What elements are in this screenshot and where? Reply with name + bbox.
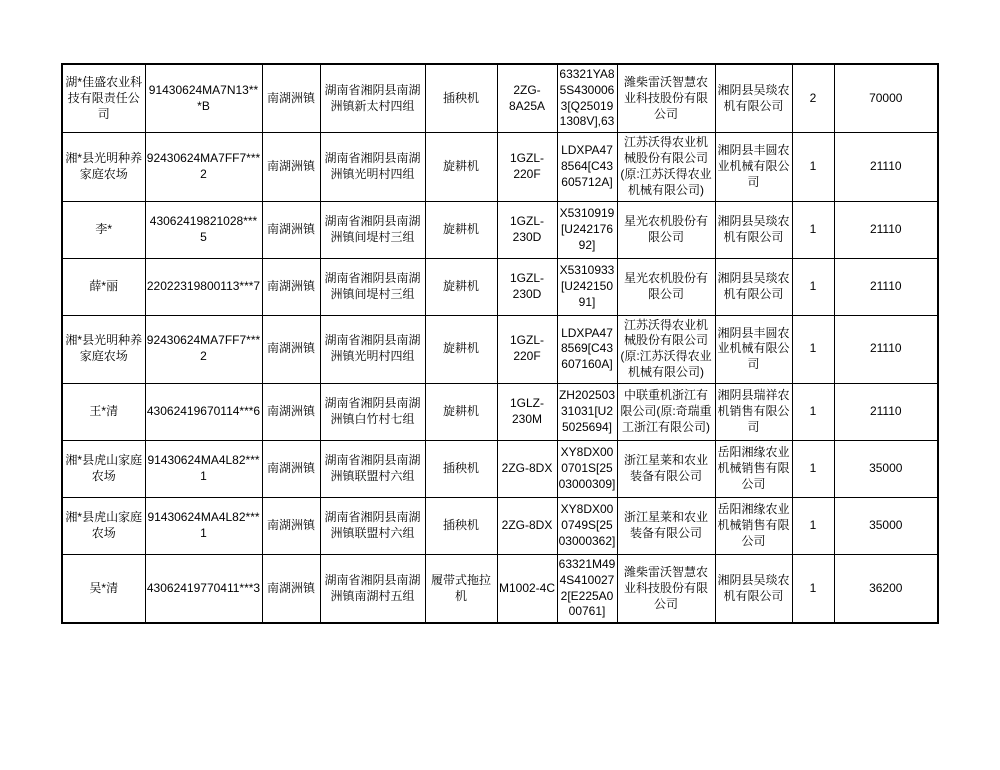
cell-machine-type: 插秧机 xyxy=(425,497,497,554)
cell-purchaser: 湘*县光明种养家庭农场 xyxy=(62,133,145,201)
table-row xyxy=(62,64,938,133)
cell-model: 1GZL-220F xyxy=(497,133,557,201)
cell-purchaser: 王*清 xyxy=(62,383,145,440)
cell-machine-type: 旋耕机 xyxy=(425,133,497,201)
cell-manufacturer: 中联重机浙江有限公司(原:奇瑞重工浙江有限公司) xyxy=(617,383,715,440)
cell-quantity: 1 xyxy=(792,133,834,201)
cell-manufacturer: 潍柴雷沃智慧农业科技股份有限公司 xyxy=(617,554,715,623)
cell-quantity: 1 xyxy=(792,440,834,497)
cell-dealer: 湘阴县吴琰农机有限公司 xyxy=(715,64,792,133)
cell-purchaser: 湘*县光明种养家庭农场 xyxy=(62,315,145,383)
cell-town: 南湖洲镇 xyxy=(262,133,320,201)
cell-credit-code: 22022319800113***7 xyxy=(145,258,262,315)
cell-dealer: 岳阳湘缘农业机械销售有限公司 xyxy=(715,440,792,497)
cell-machine-type: 插秧机 xyxy=(425,440,497,497)
cell-machine-type: 旋耕机 xyxy=(425,258,497,315)
cell-address: 湖南省湘阴县南湖洲镇联盟村六组 xyxy=(320,497,425,554)
cell-machine-type: 旋耕机 xyxy=(425,201,497,258)
cell-quantity: 2 xyxy=(792,64,834,133)
cell-amount: 21110 xyxy=(834,383,938,440)
cell-purchaser: 李* xyxy=(62,201,145,258)
cell-town: 南湖洲镇 xyxy=(262,440,320,497)
cell-model: 1GZL-230D xyxy=(497,201,557,258)
cell-quantity: 1 xyxy=(792,554,834,623)
cell-purchaser: 吴*清 xyxy=(62,554,145,623)
cell-amount: 21110 xyxy=(834,133,938,201)
cell-quantity: 1 xyxy=(792,201,834,258)
cell-address: 湖南省湘阴县南湖洲镇间堤村三组 xyxy=(320,201,425,258)
table-row xyxy=(62,133,938,201)
cell-town: 南湖洲镇 xyxy=(262,258,320,315)
cell-machine-type: 履带式拖拉机 xyxy=(425,554,497,623)
cell-machine-type: 插秧机 xyxy=(425,64,497,133)
cell-amount: 21110 xyxy=(834,315,938,383)
cell-factory-number: 63321M494S4100272[E225A000761] xyxy=(557,554,617,623)
cell-factory-number: X5310933[U24215091] xyxy=(557,258,617,315)
cell-amount: 21110 xyxy=(834,201,938,258)
cell-dealer: 湘阴县丰圆农业机械有限公司 xyxy=(715,315,792,383)
cell-town: 南湖洲镇 xyxy=(262,64,320,133)
cell-address: 湖南省湘阴县南湖洲镇间堤村三组 xyxy=(320,258,425,315)
cell-amount: 35000 xyxy=(834,497,938,554)
cell-model: M1002-4C xyxy=(497,554,557,623)
cell-quantity: 1 xyxy=(792,383,834,440)
cell-model: 1GLZ-230M xyxy=(497,383,557,440)
cell-purchaser: 湖*佳盛农业科技有限责任公司 xyxy=(62,64,145,133)
cell-amount: 36200 xyxy=(834,554,938,623)
cell-purchaser: 湘*县虎山家庭农场 xyxy=(62,440,145,497)
cell-purchaser: 薛*丽 xyxy=(62,258,145,315)
cell-quantity: 1 xyxy=(792,497,834,554)
cell-address: 湖南省湘阴县南湖洲镇白竹村七组 xyxy=(320,383,425,440)
cell-address: 湖南省湘阴县南湖洲镇光明村四组 xyxy=(320,315,425,383)
table-row xyxy=(62,383,938,440)
cell-amount: 70000 xyxy=(834,64,938,133)
table-row xyxy=(62,201,938,258)
table-row xyxy=(62,440,938,497)
cell-quantity: 1 xyxy=(792,315,834,383)
cell-address: 湖南省湘阴县南湖洲镇南湖村五组 xyxy=(320,554,425,623)
table-row xyxy=(62,554,938,623)
cell-purchaser: 湘*县虎山家庭农场 xyxy=(62,497,145,554)
cell-town: 南湖洲镇 xyxy=(262,383,320,440)
table-row xyxy=(62,497,938,554)
subsidy-table-body xyxy=(62,64,938,623)
cell-amount: 35000 xyxy=(834,440,938,497)
cell-dealer: 湘阴县吴琰农机有限公司 xyxy=(715,554,792,623)
cell-credit-code: 91430624MA4L82***1 xyxy=(145,440,262,497)
cell-credit-code: 92430624MA7FF7***2 xyxy=(145,133,262,201)
cell-manufacturer: 浙江星莱和农业装备有限公司 xyxy=(617,440,715,497)
cell-dealer: 湘阴县瑞祥农机销售有限公司 xyxy=(715,383,792,440)
cell-model: 2ZG-8A25A xyxy=(497,64,557,133)
cell-manufacturer: 江苏沃得农业机械股份有限公司(原:江苏沃得农业机械有限公司) xyxy=(617,133,715,201)
cell-machine-type: 旋耕机 xyxy=(425,315,497,383)
cell-factory-number: 63321YA85S4300063[Q250191308V],63 xyxy=(557,64,617,133)
cell-credit-code: 91430624MA4L82***1 xyxy=(145,497,262,554)
cell-model: 1GZL-220F xyxy=(497,315,557,383)
cell-credit-code: 43062419770411***3 xyxy=(145,554,262,623)
cell-dealer: 湘阴县丰圆农业机械有限公司 xyxy=(715,133,792,201)
cell-credit-code: 91430624MA7N13***B xyxy=(145,64,262,133)
cell-factory-number: X5310919[U24217692] xyxy=(557,201,617,258)
document-page xyxy=(0,63,1000,770)
cell-town: 南湖洲镇 xyxy=(262,497,320,554)
cell-machine-type: 旋耕机 xyxy=(425,383,497,440)
cell-manufacturer: 潍柴雷沃智慧农业科技股份有限公司 xyxy=(617,64,715,133)
cell-dealer: 湘阴县吴琰农机有限公司 xyxy=(715,258,792,315)
cell-manufacturer: 浙江星莱和农业装备有限公司 xyxy=(617,497,715,554)
cell-address: 湖南省湘阴县南湖洲镇新太村四组 xyxy=(320,64,425,133)
cell-town: 南湖洲镇 xyxy=(262,554,320,623)
cell-factory-number: XY8DX000749S[2503000362] xyxy=(557,497,617,554)
cell-dealer: 湘阴县吴琰农机有限公司 xyxy=(715,201,792,258)
table-row xyxy=(62,315,938,383)
cell-model: 2ZG-8DX xyxy=(497,440,557,497)
cell-model: 2ZG-8DX xyxy=(497,497,557,554)
cell-town: 南湖洲镇 xyxy=(262,315,320,383)
cell-credit-code: 92430624MA7FF7***2 xyxy=(145,315,262,383)
cell-dealer: 岳阳湘缘农业机械销售有限公司 xyxy=(715,497,792,554)
cell-factory-number: LDXPA478569[C43607160A] xyxy=(557,315,617,383)
table-row xyxy=(62,258,938,315)
cell-quantity: 1 xyxy=(792,258,834,315)
cell-town: 南湖洲镇 xyxy=(262,201,320,258)
cell-factory-number: XY8DX000701S[2503000309] xyxy=(557,440,617,497)
cell-address: 湖南省湘阴县南湖洲镇光明村四组 xyxy=(320,133,425,201)
cell-manufacturer: 江苏沃得农业机械股份有限公司(原:江苏沃得农业机械有限公司) xyxy=(617,315,715,383)
cell-manufacturer: 星光农机股份有限公司 xyxy=(617,201,715,258)
subsidy-table xyxy=(61,63,939,624)
cell-address: 湖南省湘阴县南湖洲镇联盟村六组 xyxy=(320,440,425,497)
cell-model: 1GZL-230D xyxy=(497,258,557,315)
cell-factory-number: ZH20250331031[U25025694] xyxy=(557,383,617,440)
cell-factory-number: LDXPA478564[C43605712A] xyxy=(557,133,617,201)
cell-manufacturer: 星光农机股份有限公司 xyxy=(617,258,715,315)
cell-amount: 21110 xyxy=(834,258,938,315)
cell-credit-code: 43062419821028***5 xyxy=(145,201,262,258)
cell-credit-code: 43062419670114***6 xyxy=(145,383,262,440)
